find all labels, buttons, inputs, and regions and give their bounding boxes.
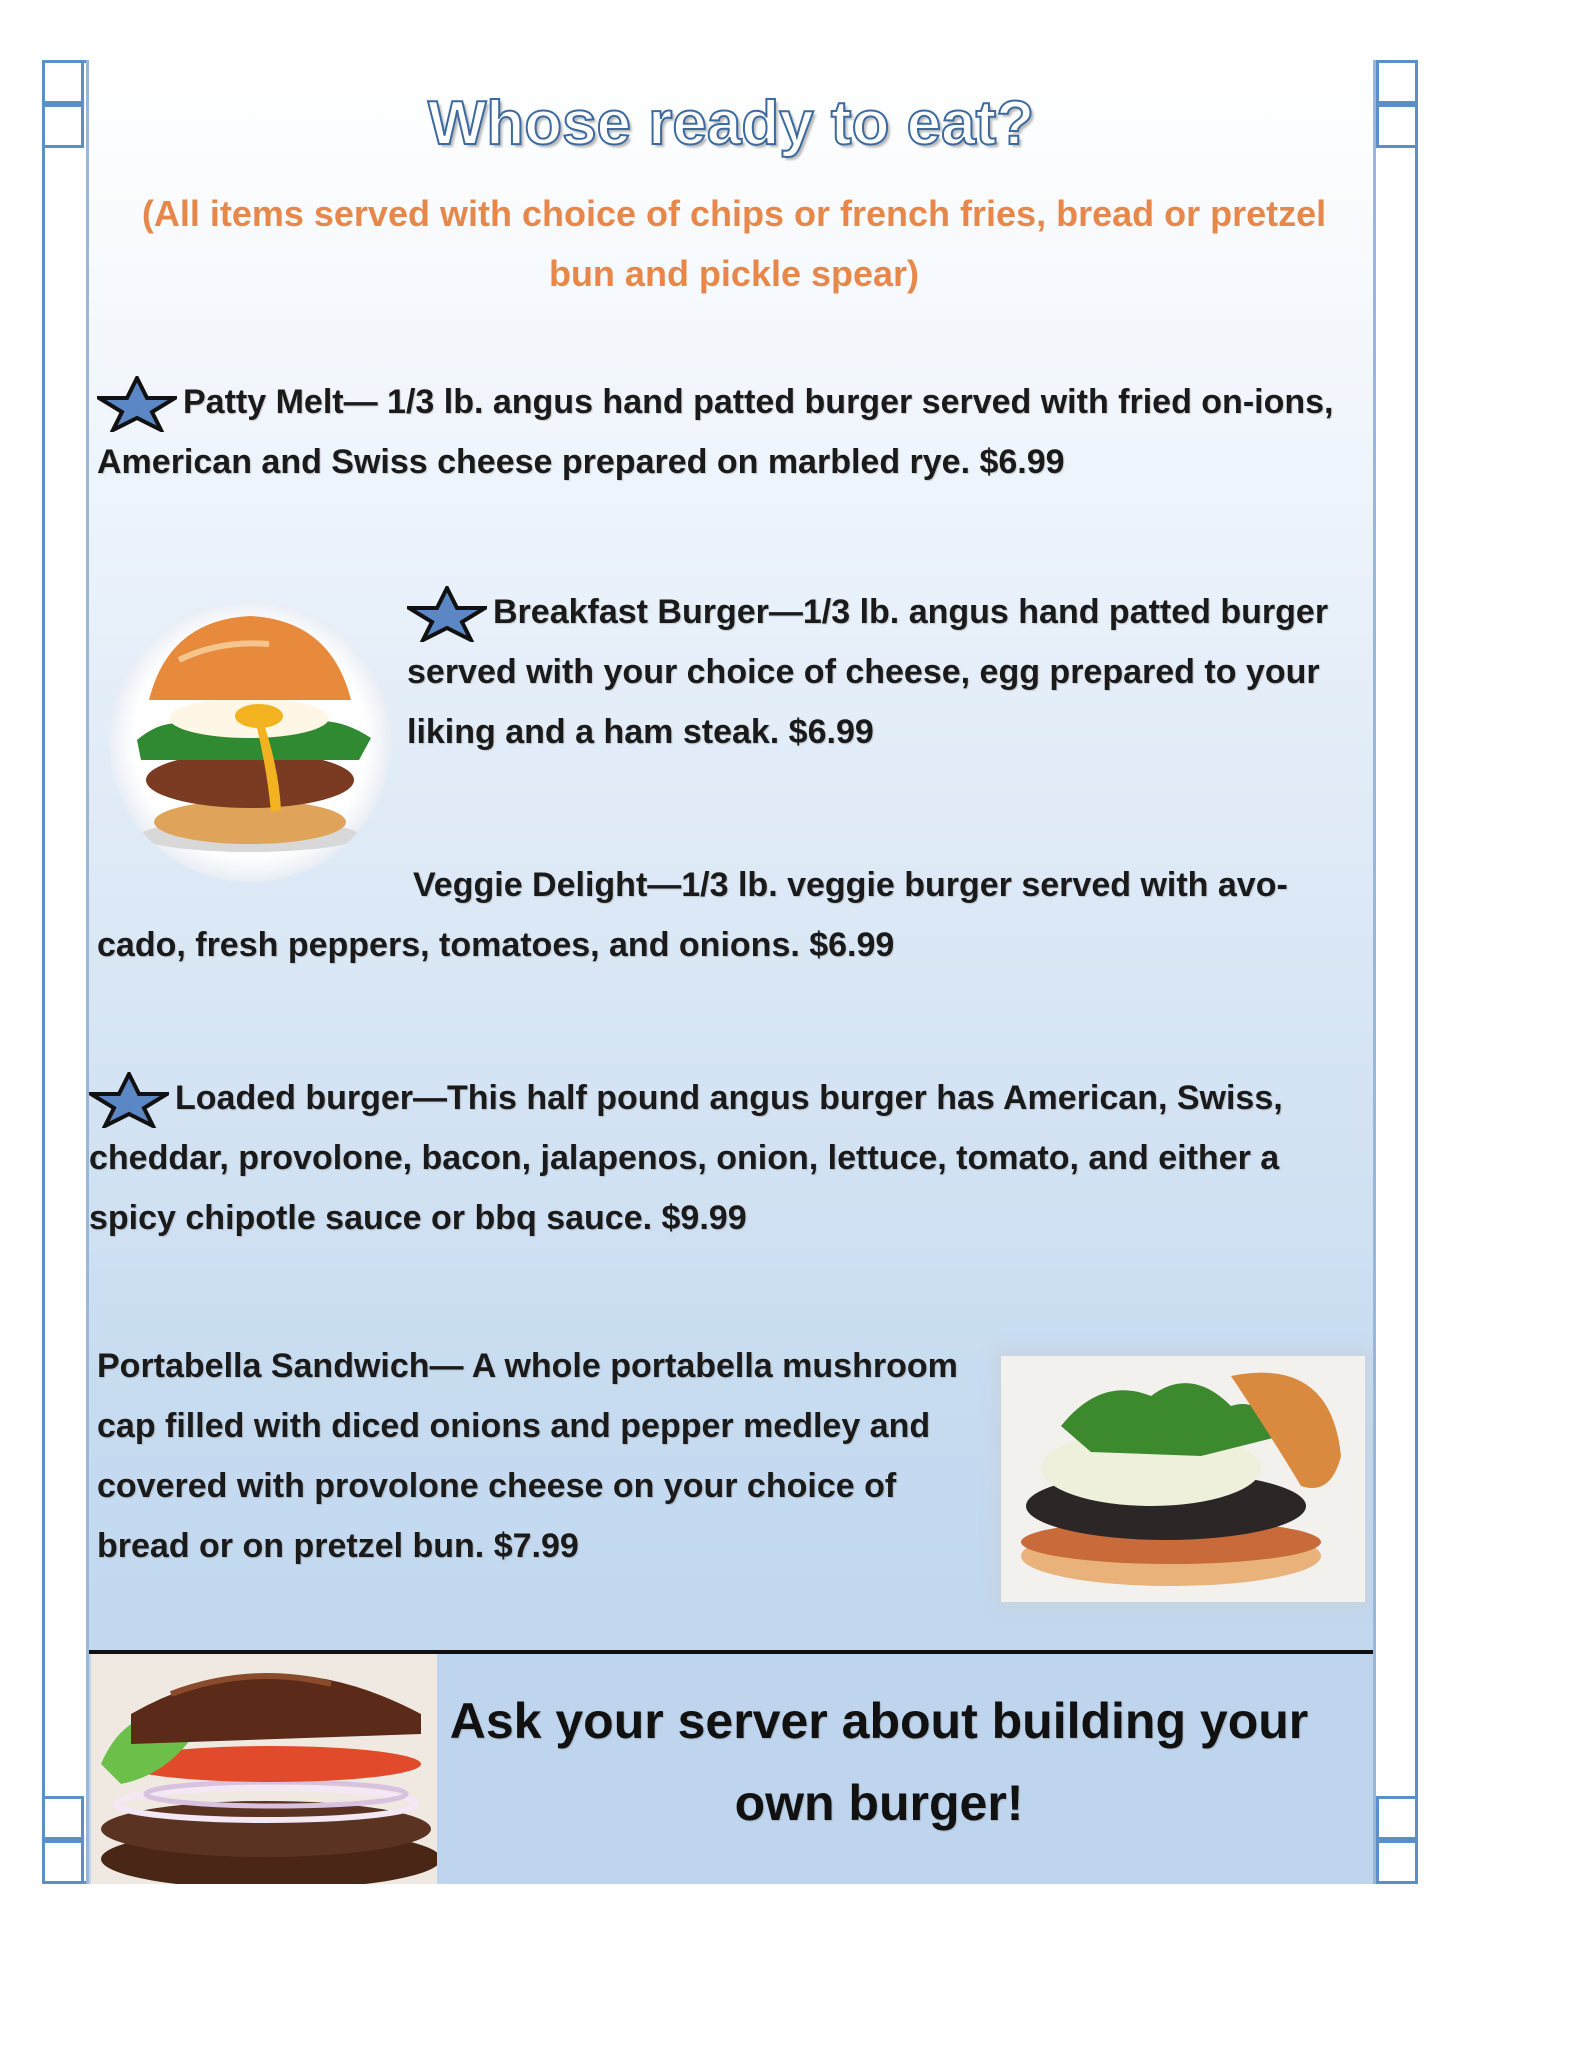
frame-tab: [1376, 1840, 1418, 1884]
star-icon: [89, 1072, 169, 1128]
menu-item-breakfast-burger: [407, 582, 1367, 762]
menu-item-text: Portabella Sandwich— A whole portabella mushroom cap filled with diced onions and pepper medley and covered with provolone cheese on your choice of bread or on pretzel bun. $7.99: [97, 1347, 958, 1565]
menu-item-portabella-sandwich: [97, 1336, 977, 1576]
menu-item-text: Veggie Delight—1/3 lb. veggie burger served with avo-cado, fresh peppers, tomatoes, and onions. $6.99: [97, 866, 1288, 964]
menu-item-text: Breakfast Burger—1/3 lb. angus hand patted burger served with your choice of cheese, egg prepared to your liking and a ham steak. $6.99: [407, 593, 1329, 752]
star-icon: [407, 586, 487, 642]
frame-tab: [1376, 60, 1418, 104]
build-your-own-text: Ask your server about building your own burger!: [449, 1693, 1309, 1831]
menu-item-text: Loaded burger—This half pound angus burger has American, Swiss, cheddar, provolone, bacon, jalapenos, onion, lettuce, tomato, and either a spicy chipotle sauce or bbq sauce. $9.99: [89, 1079, 1283, 1238]
frame-tab: [42, 1840, 84, 1884]
menu-item-text: Patty Melt— 1/3 lb. angus hand patted burger served with fried on-ions, American and Swiss cheese prepared on marbled rye. $6.99: [97, 383, 1334, 482]
frame-tab: [1376, 1796, 1418, 1840]
menu-subtitle: (All items served with choice of chips or french fries, bread or pretzel bun and pickle spear): [141, 193, 1327, 294]
pretzel-burger-photo: [91, 1654, 437, 1884]
menu-title: Whose ready to eat?: [427, 89, 1035, 158]
star-icon: [97, 376, 177, 432]
menu-item-loaded-burger: [89, 1068, 1371, 1248]
menu-item-patty-melt: [97, 372, 1357, 492]
portabella-sandwich-photo: [1001, 1356, 1365, 1602]
frame-tab: [42, 104, 84, 148]
frame-tab: [42, 60, 84, 104]
build-your-own-banner: [89, 1650, 1373, 1884]
menu-item-veggie-delight: [97, 855, 1357, 975]
frame-tab: [42, 1796, 84, 1840]
frame-tab: [1376, 104, 1418, 148]
menu-page: [86, 60, 1376, 1884]
breakfast-burger-photo: [109, 600, 391, 882]
